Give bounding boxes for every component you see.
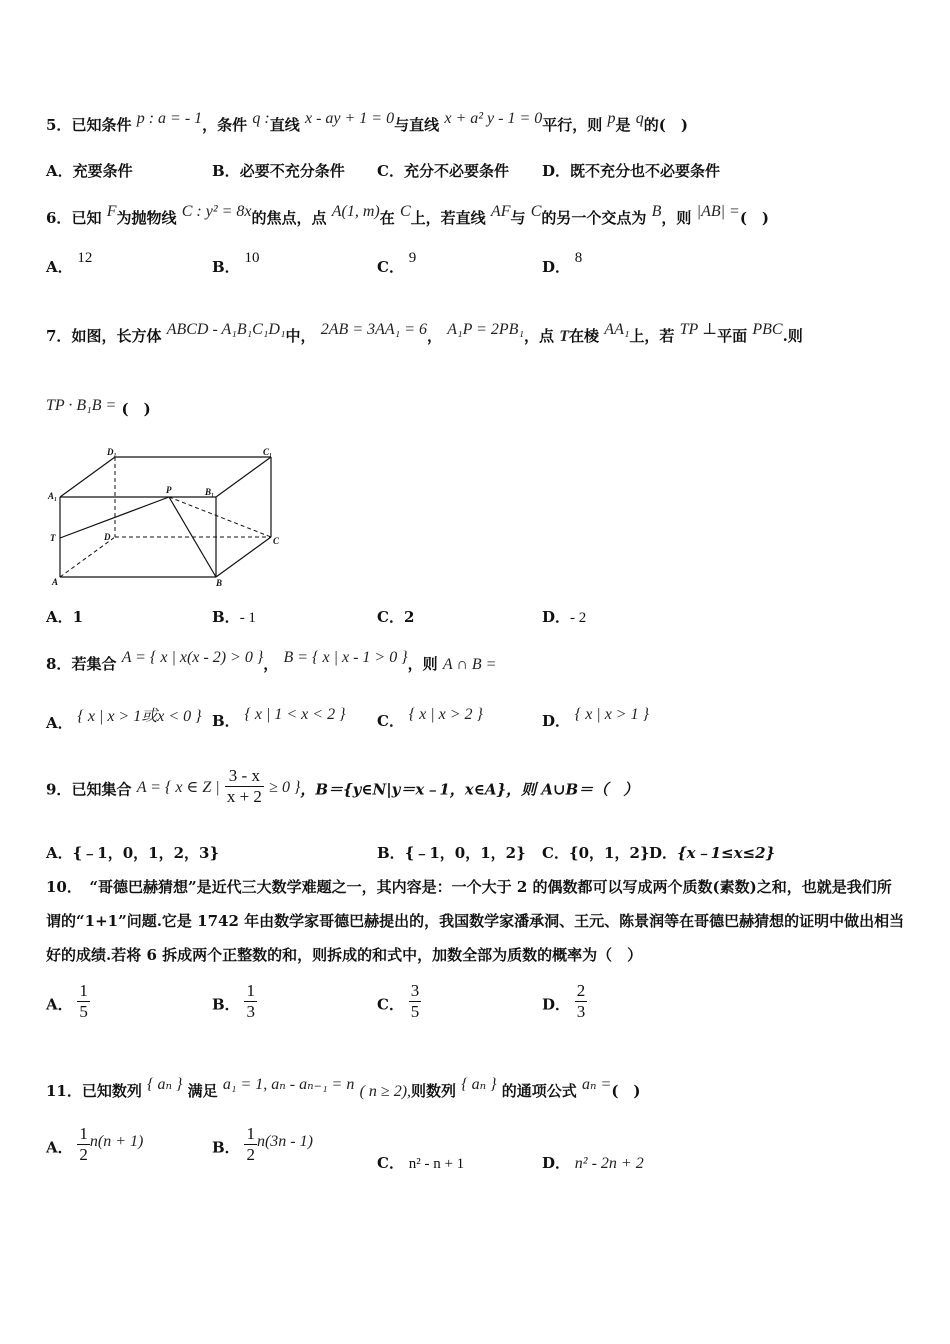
math: { aₙ } <box>461 1076 497 1093</box>
option-text: 必要不充分条件 <box>239 162 345 180</box>
text: 已知集合 <box>71 780 132 799</box>
text: ， <box>263 655 279 673</box>
text: 上，若直线 <box>410 209 486 227</box>
text: 的焦点，点 <box>251 209 327 227</box>
option-label: C． <box>377 608 404 626</box>
math: p <box>607 110 616 127</box>
math: AA₁ <box>604 321 630 338</box>
math: aₙ = <box>582 1076 612 1093</box>
option-text: {0，1，2} <box>568 844 650 862</box>
question-8-stem <box>46 649 497 674</box>
math: q <box>635 110 644 127</box>
question-10-stem: 10． “哥德巴赫猜想”是近代三大数学难题之一，其内容是：一个大于 2 的偶数都可以写成两个质数(素数)之和，也就是我们所谓的“1+1”问题.它是 1742 年由数学家哥德巴赫提出的，我国数学家潘承洞、王元、陈景润等在哥德巴赫猜想的证明中做出相当好的成绩.若将 6 拆成两个正整数的和，则拆成的和式中，加数全部为质数的概率为（ ） <box>46 878 905 964</box>
text: 是 <box>615 116 631 134</box>
denominator: 5 <box>79 1002 88 1021</box>
numerator: 1 <box>79 1124 88 1143</box>
q5-option-a[interactable] <box>46 160 133 181</box>
label-d: D <box>104 532 111 542</box>
option-label: A． <box>46 1138 73 1157</box>
math: C <box>530 203 542 220</box>
option-label: B． <box>212 712 240 730</box>
text: 上，若 <box>629 327 675 345</box>
q10-option-b[interactable] <box>212 981 257 1026</box>
question-5-stem <box>46 110 688 135</box>
fraction <box>77 981 90 1022</box>
question-number: 6． <box>46 209 72 227</box>
math: A = { x ∈ Z | <box>136 778 220 796</box>
text: 则数列 <box>411 1082 457 1100</box>
math: B = { x | x - 1 > 0 } <box>283 649 408 666</box>
math: ( n ≥ 2), <box>359 1083 412 1100</box>
math: F <box>106 203 117 220</box>
cuboid-figure <box>40 445 300 595</box>
text: ，B＝{y∈N|y＝x﹣1，x∈A}，则 A∪B＝（ ） <box>300 780 639 799</box>
option-text: {﹣1，0，1，2，3} <box>72 844 220 862</box>
label-t: T <box>50 533 56 543</box>
option-text: 9 <box>408 250 417 266</box>
label-d1: D₁ <box>107 447 117 457</box>
option-text: 2 <box>403 608 415 626</box>
option-text: { x | x > 1或x < 0 } <box>77 708 202 725</box>
math: 2AB = 3AA₁ = 6 <box>320 321 428 338</box>
text: 在棱 <box>569 327 600 345</box>
edge <box>216 537 271 577</box>
text: ，则 <box>661 209 692 227</box>
text: ，则 <box>407 655 438 673</box>
text: .则 <box>782 327 803 345</box>
question-number: 11． <box>46 1082 82 1100</box>
denominator: 2 <box>79 1145 88 1164</box>
option-label: D． <box>542 608 571 626</box>
q10-option-a[interactable] <box>46 981 90 1026</box>
math: C <box>400 203 411 220</box>
option-label: B． <box>212 162 240 180</box>
q6-option-d[interactable] <box>542 250 583 277</box>
text: ， <box>427 327 443 345</box>
text: 为抛物线 <box>116 209 177 227</box>
q8-option-d[interactable] <box>542 706 649 731</box>
option-label: A． <box>46 714 73 732</box>
denominator: x + 2 <box>226 787 262 806</box>
option-label: B． <box>377 844 405 862</box>
label-b1: B₁ <box>205 487 215 497</box>
text: ，条件 <box>202 116 248 134</box>
hidden-edge <box>60 537 115 577</box>
q8-option-a[interactable] <box>46 710 202 733</box>
denominator: 3 <box>246 1002 255 1021</box>
edge <box>60 457 115 497</box>
option-text: n(3n - 1) <box>256 1132 313 1150</box>
math: B <box>651 203 662 220</box>
segment-pc <box>169 497 271 537</box>
option-label: C． <box>377 712 404 730</box>
text: 如图，长方体 <box>71 327 162 345</box>
label-c: C <box>273 536 280 546</box>
q9-option-b[interactable] <box>377 842 526 863</box>
math: A = { x | x(x - 2) > 0 } <box>121 649 264 666</box>
q5-option-b[interactable] <box>212 160 345 181</box>
numerator: 2 <box>576 981 586 1000</box>
denominator: 2 <box>246 1145 255 1164</box>
fraction <box>575 981 588 1022</box>
option-text: - 1 <box>239 610 256 626</box>
fraction <box>409 981 422 1022</box>
option-label: C． <box>377 1154 404 1172</box>
text: 满足 <box>187 1082 218 1100</box>
option-text: 1 <box>72 608 84 626</box>
text: 在 <box>379 209 395 227</box>
q9-option-d[interactable] <box>649 842 775 863</box>
q7-option-a[interactable] <box>46 606 83 627</box>
denominator: 3 <box>576 1002 586 1021</box>
option-label: D． <box>542 1154 571 1172</box>
option-text: - 2 <box>570 610 587 626</box>
option-label: D． <box>542 712 571 730</box>
q11-option-b[interactable] <box>212 1124 313 1169</box>
option-label: C． <box>542 844 569 862</box>
q6-option-a[interactable] <box>46 250 93 277</box>
text: ( ) <box>121 400 151 418</box>
segment-tp <box>60 497 169 538</box>
text: 平行，则 <box>542 116 603 134</box>
label-a: A <box>52 577 59 587</box>
q5-option-c[interactable] <box>377 160 509 181</box>
q8-option-b[interactable] <box>212 706 346 731</box>
question-number: 7． <box>46 327 72 345</box>
q8-option-c[interactable] <box>377 706 483 731</box>
option-text: 充要条件 <box>72 162 133 180</box>
q9-option-c[interactable] <box>542 842 650 863</box>
q7-option-b[interactable] <box>212 606 256 627</box>
text: 若集合 <box>71 655 117 673</box>
option-label: A． <box>46 258 73 276</box>
q7-option-c[interactable] <box>377 606 414 627</box>
q6-option-c[interactable] <box>377 250 417 277</box>
option-text: { x | x > 2 } <box>408 706 483 723</box>
option-label: C． <box>377 995 404 1014</box>
option-label: B． <box>212 995 240 1014</box>
math: A(1, m) <box>331 203 380 220</box>
text: 的( ) <box>643 116 688 134</box>
option-label: A． <box>46 995 73 1014</box>
option-label: B． <box>212 608 240 626</box>
question-number: 5． <box>46 116 72 134</box>
math: { aₙ } <box>147 1076 183 1093</box>
numerator: 1 <box>246 981 255 1000</box>
option-label: A． <box>46 844 73 862</box>
q9-option-a[interactable] <box>46 842 219 863</box>
math: ≥ 0 } <box>269 778 301 796</box>
numerator: 1 <box>246 1124 255 1143</box>
question-9-stem <box>46 766 639 811</box>
math: ABCD - A₁B₁C₁D₁ <box>166 321 286 338</box>
label-b: B <box>216 578 223 588</box>
option-label: D． <box>542 258 571 276</box>
math: x - ay + 1 = 0 <box>304 110 395 127</box>
q11-option-a[interactable] <box>46 1124 144 1169</box>
option-text: n(n + 1) <box>89 1132 144 1150</box>
vector-math: TP · B₁B = <box>46 397 117 414</box>
option-label: D． <box>542 995 571 1014</box>
question-7-stem <box>46 321 803 346</box>
option-label: C． <box>377 258 404 276</box>
option-text: 10 <box>244 250 260 266</box>
option-text: n² - 2n + 2 <box>574 1155 644 1172</box>
edge <box>216 457 271 497</box>
option-text: 充分不必要条件 <box>403 162 509 180</box>
math: x + a² y - 1 = 0 <box>444 110 543 127</box>
numerator: 3 - x <box>228 766 260 785</box>
option-text: { x | 1 < x < 2 } <box>244 706 346 723</box>
fraction <box>225 766 264 807</box>
question-number: 8． <box>46 655 72 673</box>
label-a1: A₁ <box>48 491 58 501</box>
fraction <box>244 981 257 1022</box>
text: 直线 <box>269 116 300 134</box>
text: 的通项公式 <box>501 1082 577 1100</box>
math: TP ⊥ <box>679 321 718 338</box>
q7-option-d[interactable] <box>542 606 586 627</box>
text: 的另一个交点为 <box>541 209 647 227</box>
text: 与直线 <box>394 116 440 134</box>
math: T <box>559 328 570 345</box>
denominator: 5 <box>410 1002 420 1021</box>
option-label: D． <box>649 844 678 862</box>
q10-option-d[interactable] <box>542 981 587 1026</box>
option-label: B． <box>212 1138 240 1157</box>
text: 已知数列 <box>81 1082 142 1100</box>
option-text: { x | x > 1 } <box>574 706 649 723</box>
option-label: A． <box>46 608 73 626</box>
numerator: 3 <box>410 981 420 1000</box>
math: |AB| = <box>696 203 740 220</box>
text: 中， <box>285 327 316 345</box>
option-label: A． <box>46 162 73 180</box>
math: A ∩ B = <box>442 656 497 673</box>
math: q : <box>252 110 270 127</box>
question-number: 9． <box>46 780 72 799</box>
text: ，点 <box>524 327 555 345</box>
text: 平面 <box>717 327 748 345</box>
option-text: 12 <box>77 250 93 266</box>
q11-option-c[interactable] <box>377 1152 464 1173</box>
option-text: {﹣1，0，1，2} <box>404 844 526 862</box>
text: 已知条件 <box>71 116 132 134</box>
fraction <box>244 1124 257 1165</box>
option-text: {x﹣1≤x≤2} <box>677 844 776 862</box>
option-text: n² - n + 1 <box>408 1156 465 1172</box>
question-6-stem <box>46 203 770 228</box>
q11-option-d[interactable] <box>542 1152 644 1173</box>
q6-option-b[interactable] <box>212 250 260 277</box>
q10-option-c[interactable] <box>377 981 421 1026</box>
fraction <box>77 1124 90 1165</box>
text: ( ) <box>611 1082 641 1100</box>
option-label: C． <box>377 162 404 180</box>
math: p : a = - 1 <box>136 110 203 127</box>
option-label: B． <box>212 258 240 276</box>
math: C : y² = 8x <box>181 203 252 220</box>
math: PBC <box>752 321 783 338</box>
question-11-stem <box>46 1076 641 1101</box>
option-text: 8 <box>574 250 583 266</box>
option-text: 既不充分也不必要条件 <box>570 162 721 180</box>
math: a₁ = 1, aₙ - aₙ₋₁ = n <box>222 1076 355 1093</box>
question-7-stem-cont <box>46 398 151 419</box>
numerator: 1 <box>79 981 88 1000</box>
math: AF <box>490 203 511 220</box>
text: 已知 <box>71 209 102 227</box>
text: 与 <box>510 209 526 227</box>
option-label: D． <box>542 162 571 180</box>
label-c1: C₁ <box>263 447 273 457</box>
q5-option-d[interactable] <box>542 160 720 181</box>
text: ( ) <box>739 209 770 227</box>
math: A₁P = 2PB₁ <box>447 321 525 338</box>
label-p: P <box>166 485 172 495</box>
